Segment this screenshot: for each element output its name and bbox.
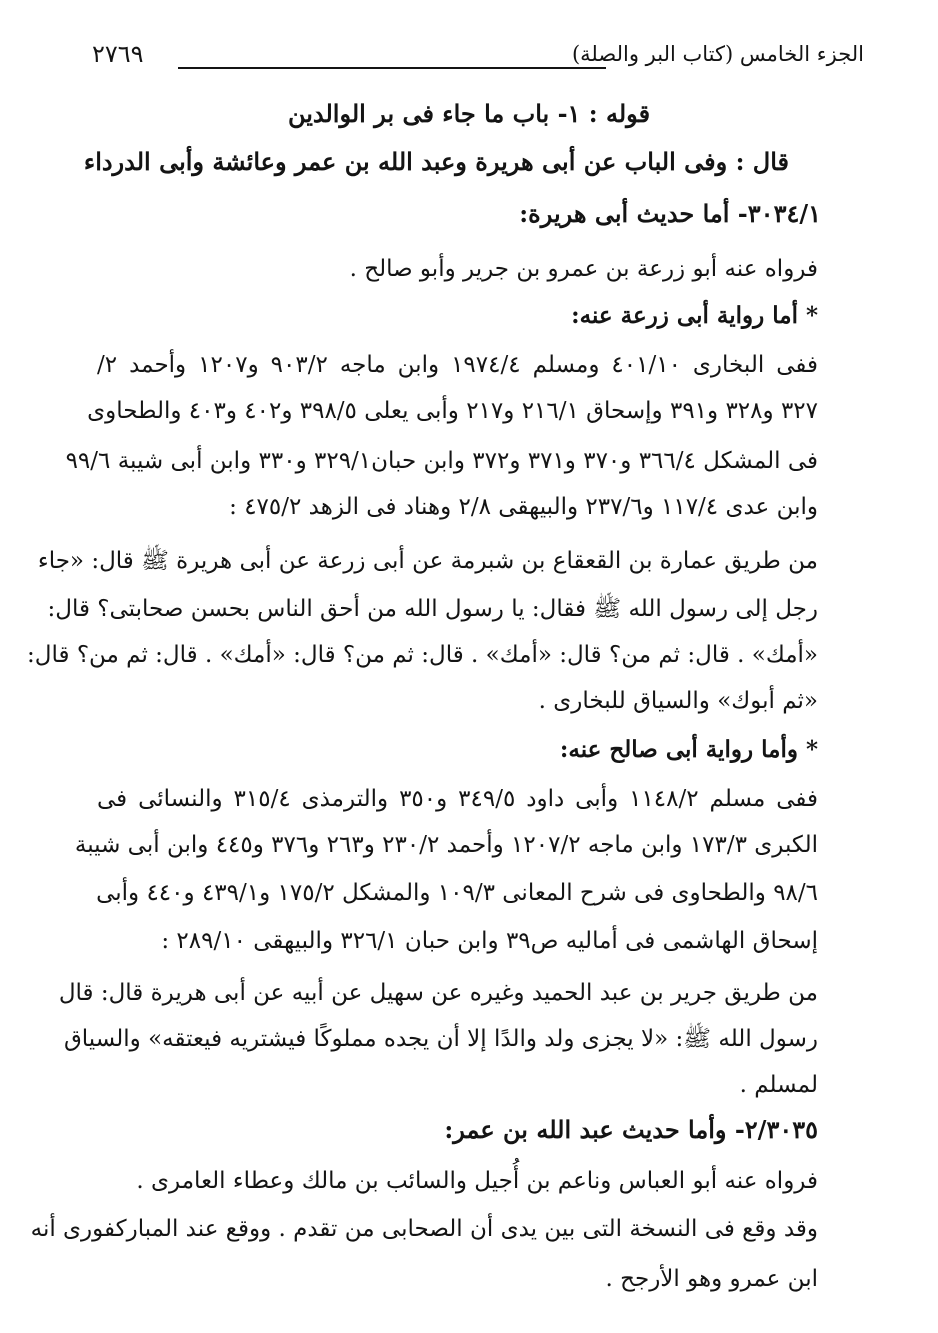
text-line: ٣٢٧ و٣٢٨ و٣٩١ وإسحاق ٢١٦/١ و٢١٧ وأبى يعلى ٣٩٨/٥ و٤٠٢ و٤٠٣ والطحاوى xyxy=(87,398,818,424)
page-number: ٢٧٦٩ xyxy=(92,40,144,68)
text-line: من طريق جرير بن عبد الحميد وغيره عن سهيل عن أبيه عن أبى هريرة قال: قال xyxy=(58,980,818,1006)
section-heading: ٣٠٣٤/١- أما حديث أبى هريرة: xyxy=(519,199,821,228)
text-line: إسحاق الهاشمى فى أماليه ص٣٩ وابن حبان ٣٢٦/١ والبيهقى ٢٨٩/١٠ : xyxy=(161,928,818,954)
text-line: فى المشكل ٣٦٦/٤ و٣٧٠ و٣٧١ و٣٧٢ وابن حبان٣٢٩/١ و٣٣٠ وابن أبى شيبة ٩٩/٦ xyxy=(65,448,818,474)
text-line: «أمك» . قال: ثم من؟ قال: «أمك» . قال: ثم من؟ قال: «أمك» . قال: ثم من؟ قال: xyxy=(27,642,818,668)
running-header-title: الجزء الخامس (كتاب البر والصلة) xyxy=(571,42,864,66)
text-line: ففى البخارى ٤٠١/١٠ ومسلم ١٩٧٤/٤ وابن ماجه ٩٠٣/٢ و١٢٠٧ وأحمد ٢/ xyxy=(97,352,819,378)
header-rule xyxy=(178,67,606,69)
text-line: ابن عمرو وهو الأرجح . xyxy=(605,1266,818,1292)
text-line: من طريق عمارة بن القعقاع بن شبرمة عن أبى زرعة عن أبى هريرة ﷺ قال: «جاء xyxy=(37,548,818,574)
subsection-heading: * أما رواية أبى زرعة عنه: xyxy=(571,302,818,329)
text-line: وقد وقع فى النسخة التى بين يدى أن الصحابى من تقدم . ووقع عند المباركفورى أنه xyxy=(30,1216,818,1242)
text-line: «ثم أبوك» والسياق للبخارى . xyxy=(538,688,818,714)
text-line: الكبرى ١٧٣/٣ وابن ماجه ١٢٠٧/٢ وأحمد ٢٣٠/٢ و٢٦٣ و٣٧٦ و٤٤٥ وابن أبى شيبة xyxy=(74,832,818,858)
running-header xyxy=(92,42,864,82)
subsection-heading: * وأما رواية أبى صالح عنه: xyxy=(559,736,818,763)
text-line: فرواه عنه أبو زرعة بن عمرو بن جرير وأبو صالح . xyxy=(349,256,818,282)
text-line: رسول الله ﷺ: «لا يجزى ولد والدًا إلا أن يجده مملوكًا فيشتريه فيعتقه» والسياق xyxy=(63,1026,818,1052)
section-heading: ٢/٣٠٣٥- وأما حديث عبد الله بن عمر: xyxy=(444,1115,818,1144)
text-line: وابن عدى ١١٧/٤ و٢٣٧/٦ والبيهقى ٢/٨ وهناد فى الزهد ٤٧٥/٢ : xyxy=(229,494,818,520)
text-line: ٩٨/٦ والطحاوى فى شرح المعانى ١٠٩/٣ والمشكل ١٧٥/٢ و٤٣٩/١ و٤٤٠ وأبى xyxy=(96,880,818,906)
text-line: رجل إلى رسول الله ﷺ فقال: يا رسول الله من أحق الناس بحسن صحابتى؟ قال: xyxy=(47,596,818,622)
chapter-heading: قوله : ١- باب ما جاء فى بر الوالدين xyxy=(287,99,651,128)
text-line: لمسلم . xyxy=(739,1072,818,1098)
text-line: ففى مسلم ١١٤٨/٢ وأبى داود ٣٤٩/٥ و٣٥٠ والترمذى ٣١٥/٤ والنسائى فى xyxy=(97,786,818,812)
chapter-subheading: قال : وفى الباب عن أبى هريرة وعبد الله بن عمر وعائشة وأبى الدرداء xyxy=(83,147,789,176)
text-line: فرواه عنه أبو العباس وناعم بن أُجيل والسائب بن مالك وعطاء العامرى . xyxy=(136,1168,818,1194)
